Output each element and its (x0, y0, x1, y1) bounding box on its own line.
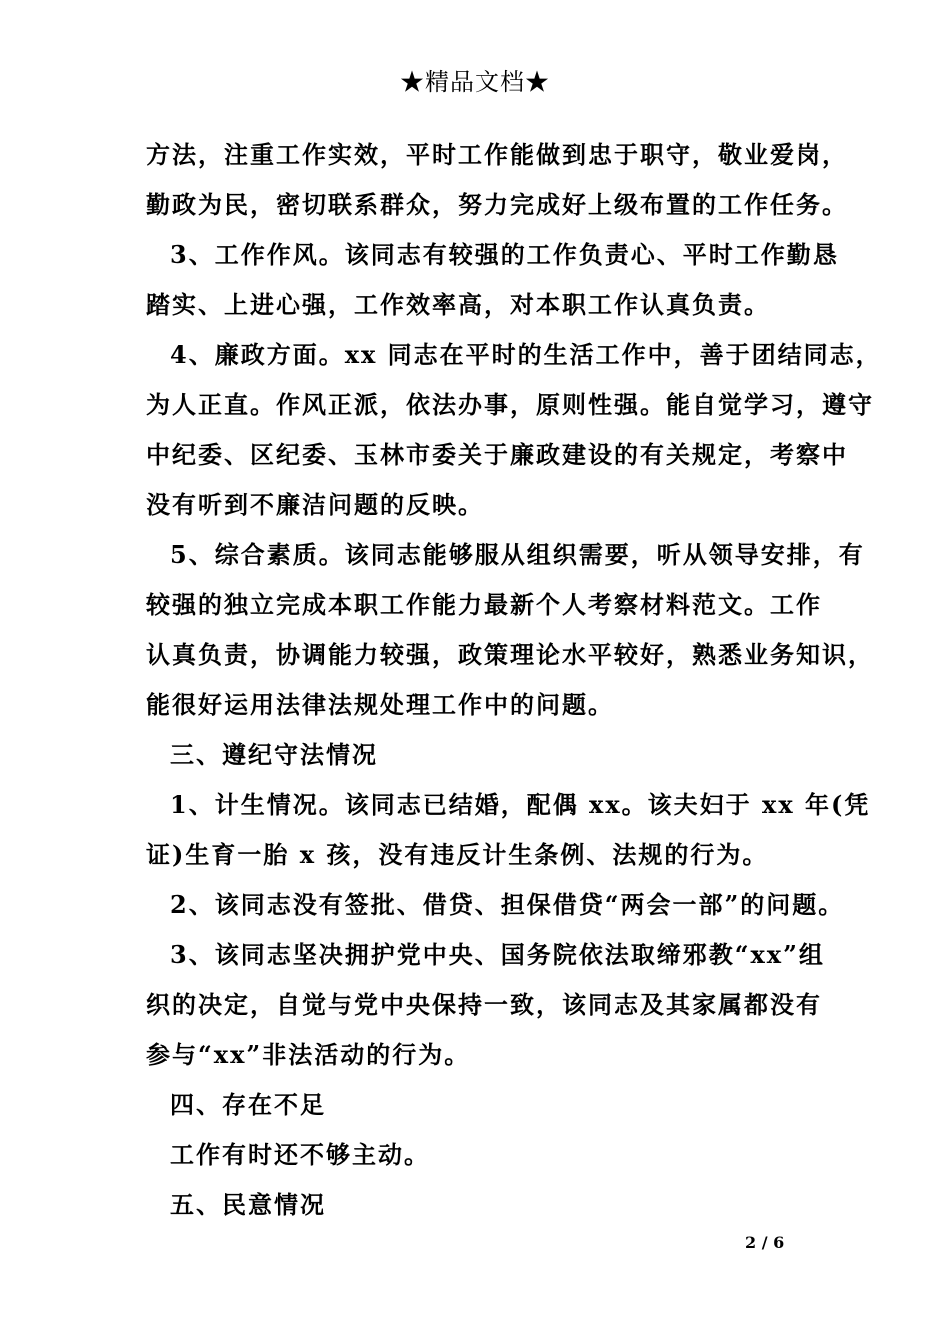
body-line: 能很好运用法律法规处理工作中的问题。 (146, 690, 614, 719)
body-line: 认真负责，协调能力较强，政策理论水平较好，熟悉业务知识， (146, 640, 874, 669)
body-line: 织的决定，自觉与党中央保持一致，该同志及其家属都没有 (146, 990, 822, 1019)
body-line: 4、廉政方面。xx 同志在平时的生活工作中，善于团结同志， (170, 340, 882, 369)
body-line: 为人正直。作风正派，依法办事，原则性强。能自觉学习，遵守 (146, 390, 874, 419)
body-line: 较强的独立完成本职工作能力最新个人考察材料范文。工作 (146, 590, 822, 619)
section-heading: 四、存在不足 (170, 1090, 326, 1119)
body-line: 参与“xx”非法活动的行为。 (146, 1040, 471, 1069)
body-line: 3、该同志坚决拥护党中央、国务院依法取缔邪教“xx”组 (170, 940, 825, 969)
document-header-title: ★精品文档★ (400, 68, 550, 96)
document-body (146, 130, 882, 1230)
body-line: 2、该同志没有签批、借贷、担保借贷“两会一部”的问题。 (170, 890, 845, 919)
body-line: 证)生育一胎 x 孩，没有违反计生条例、法规的行为。 (146, 840, 769, 869)
body-line: 3、工作作风。该同志有较强的工作负责心、平时工作勤恳 (170, 240, 839, 269)
body-line: 1、计生情况。该同志已结婚，配偶 xx。该夫妇于 xx 年(凭 (170, 790, 871, 819)
body-line: 工作有时还不够主动。 (170, 1140, 430, 1169)
body-line: 踏实、上进心强，工作效率高，对本职工作认真负责。 (146, 290, 770, 319)
body-line: 方法，注重工作实效，平时工作能做到忠于职守，敬业爱岗， (146, 140, 848, 169)
page-number: 2 / 6 (745, 1233, 785, 1252)
body-line: 没有听到不廉洁问题的反映。 (146, 490, 484, 519)
section-heading: 三、遵纪守法情况 (170, 740, 378, 769)
body-line: 勤政为民，密切联系群众，努力完成好上级布置的工作任务。 (146, 190, 848, 219)
body-line: 中纪委、区纪委、玉林市委关于廉政建设的有关规定，考察中 (146, 440, 848, 469)
section-heading: 五、民意情况 (170, 1190, 326, 1219)
body-line: 5、综合素质。该同志能够服从组织需要，听从领导安排，有 (170, 540, 865, 569)
